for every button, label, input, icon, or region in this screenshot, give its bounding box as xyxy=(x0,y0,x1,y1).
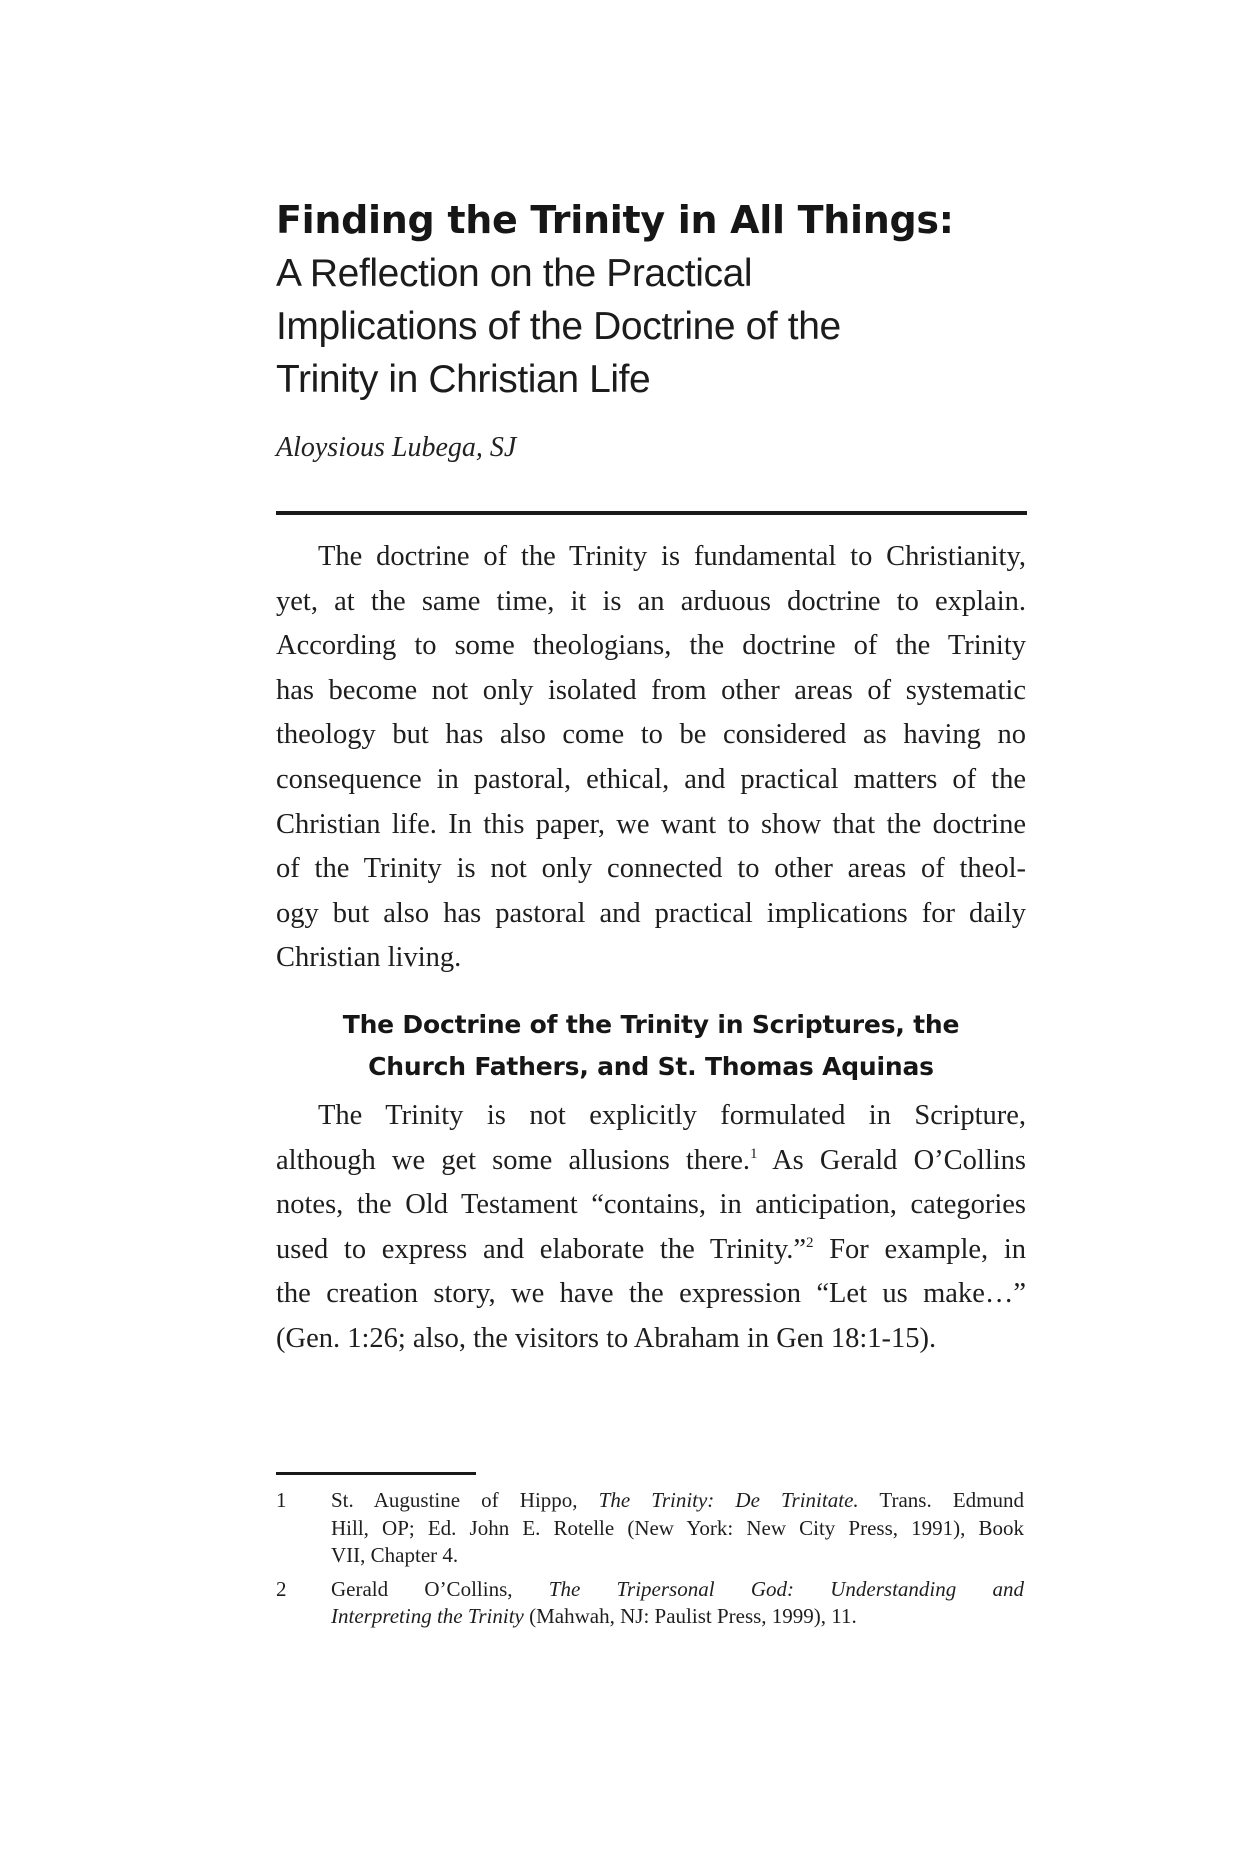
title-subtitle-line: A Reflection on the Practical xyxy=(276,252,753,295)
text-line: has become not only isolated from other areas of systematic xyxy=(276,674,1026,706)
text-run: VII, Chapter 4. xyxy=(331,1543,459,1567)
footnotes xyxy=(276,1487,1026,1637)
text-run: although we get some allusions there. xyxy=(276,1144,751,1176)
title-subtitle-line: Implications of the Doctrine of the xyxy=(276,305,841,348)
footnote-line xyxy=(331,1515,1024,1543)
text-run: The Trinity is not explicitly formulated in Scripture, xyxy=(318,1100,1026,1131)
title-subtitle-line: Trinity in Christian Life xyxy=(276,358,651,401)
text-line xyxy=(276,1094,1026,1139)
text-line: theology but has also come to be considered as having no xyxy=(276,719,1026,751)
footnote-text xyxy=(331,1576,1024,1631)
text-line xyxy=(276,1272,1026,1317)
footnote-line xyxy=(331,1603,1024,1631)
text-line xyxy=(276,1228,1026,1273)
text-run: (Gen. 1:26; also, the visitors to Abraham in Gen 18:1-15). xyxy=(276,1322,937,1354)
footnote-line xyxy=(331,1542,1024,1570)
author-byline: Aloysious Lubega, SJ xyxy=(276,432,517,463)
title-divider-rule xyxy=(276,511,1027,515)
text-line xyxy=(276,1139,1026,1184)
title-main: Finding the Trinity in All Things: xyxy=(276,198,954,242)
text-run: notes, the Old Testament “contains, in anticipation, categories xyxy=(276,1189,1026,1221)
footnote-2 xyxy=(276,1576,1026,1631)
section-heading-line: The Doctrine of the Trinity in Scriptures, the xyxy=(342,1010,960,1039)
text-run: Trans. Edmund xyxy=(858,1488,1024,1512)
text-line: of the Trinity is not only connected to other areas of theol- xyxy=(276,853,1026,885)
footnote-line xyxy=(331,1576,1024,1604)
footnote-number: 2 xyxy=(276,1576,287,1601)
book-title: The Tripersonal God: Understanding and xyxy=(548,1576,1025,1601)
text-run: (Mahwah, NJ: Paulist Press, 1999), 11. xyxy=(523,1604,857,1628)
footnote-separator-rule xyxy=(276,1472,476,1475)
footnote-line xyxy=(331,1487,1024,1515)
paragraph-scripture xyxy=(276,1094,1026,1362)
footnote-text xyxy=(331,1487,1024,1570)
article-title xyxy=(276,194,1026,406)
text-line xyxy=(276,1183,1026,1228)
text-line: consequence in pastoral, ethical, and practical matters of the xyxy=(276,763,1026,795)
text-line: yet, at the same time, it is an arduous doctrine to explain. xyxy=(276,585,1026,617)
book-title: Interpreting the Trinity xyxy=(331,1604,524,1628)
text-run: For example, in xyxy=(813,1233,1026,1265)
text-run: Hill, OP; Ed. John E. Rotelle (New York: New City Press, 1991), Book xyxy=(331,1515,1024,1540)
text-run: As Gerald O’Collins xyxy=(757,1144,1026,1176)
footnote-1 xyxy=(276,1487,1026,1570)
text-line: Christian living. xyxy=(276,942,462,974)
text-line: ogy but also has pastoral and practical implications for daily xyxy=(276,897,1026,929)
text-run: used to express and elaborate the Trinity.” xyxy=(276,1233,806,1265)
text-line: According to some theologians, the doctrine of the Trinity xyxy=(276,630,1026,662)
section-heading xyxy=(276,1004,1026,1088)
text-line xyxy=(276,1317,1026,1362)
text-line: Christian life. In this paper, we want to show that the doctrine xyxy=(276,808,1026,840)
footnote-number: 1 xyxy=(276,1488,287,1512)
text-run: the creation story, we have the expression “Let us make…” xyxy=(276,1278,1026,1310)
text-line: The doctrine of the Trinity is fundamental to Christianity, xyxy=(318,541,1026,572)
paragraph-intro xyxy=(276,535,1026,981)
book-title: The Trinity: De Trinitate. xyxy=(598,1488,859,1512)
text-run: Gerald O’Collins, xyxy=(331,1576,549,1601)
section-heading-line: Church Fathers, and St. Thomas Aquinas xyxy=(368,1052,934,1081)
footnote-ref-2[interactable]: 2 xyxy=(806,1234,814,1251)
footnote-ref-1[interactable]: 1 xyxy=(750,1145,758,1162)
text-run: St. Augustine of Hippo, xyxy=(331,1488,599,1512)
